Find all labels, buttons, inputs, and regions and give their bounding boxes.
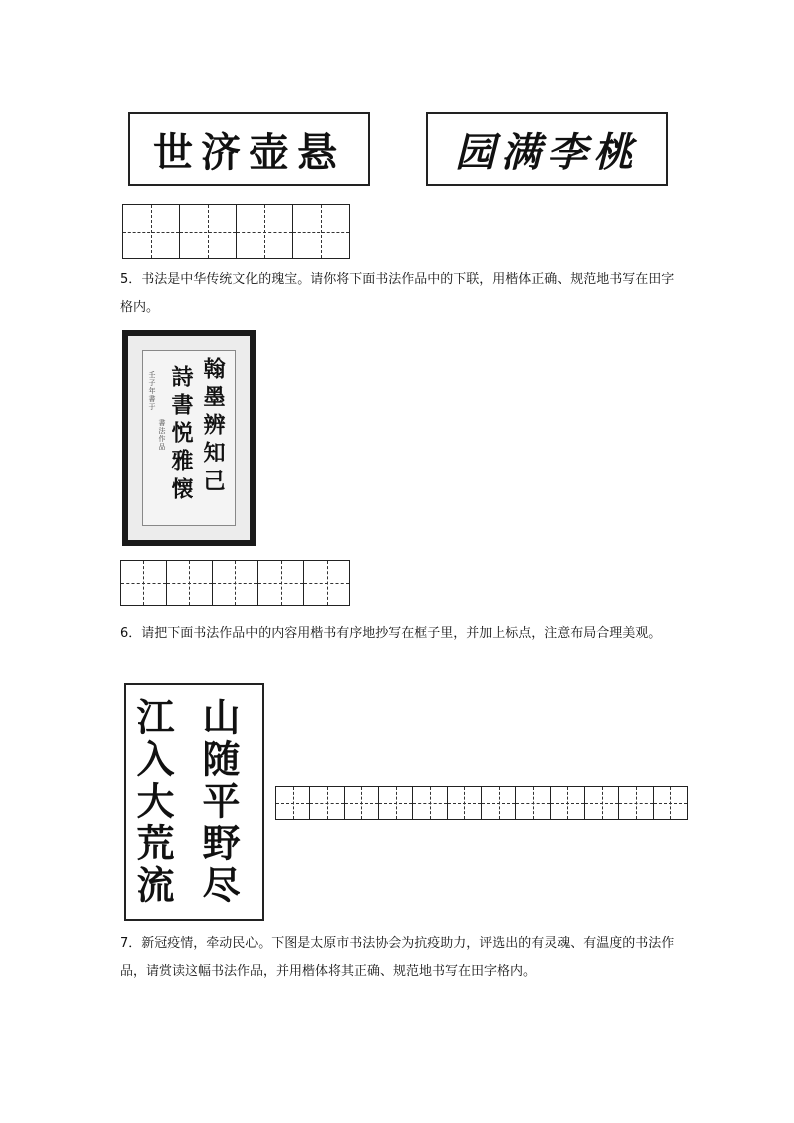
banner-right-text: 园满李桃	[455, 128, 639, 176]
calligraphy-scroll	[122, 330, 256, 546]
scroll-column-left: 詩書悦雅懐	[168, 365, 194, 505]
scroll-mount	[128, 336, 250, 540]
tianzige-cell[interactable]	[345, 787, 379, 819]
banner-left-text: 世济壶悬	[153, 128, 345, 176]
question-6: 6．请把下面书法作品中的内容用楷书有序地抄写在框子里，并加上标点，注意布局合理美观。	[120, 626, 662, 641]
tianzige-cell[interactable]	[123, 205, 180, 258]
tianzige-cell[interactable]	[654, 787, 687, 819]
tianzige-cell[interactable]	[482, 787, 516, 819]
tianzige-cell[interactable]	[585, 787, 619, 819]
tianzige-cell[interactable]	[379, 787, 413, 819]
tianzige-cell[interactable]	[304, 561, 349, 605]
tianzige-cell[interactable]	[258, 561, 304, 605]
tianzige-cell[interactable]	[237, 205, 294, 258]
tianzige-cell[interactable]	[413, 787, 447, 819]
tianzige-cell[interactable]	[516, 787, 550, 819]
tianzige-grid-3[interactable]	[275, 786, 688, 820]
scroll-inscription-right: 書法作品	[158, 419, 166, 451]
tianzige-cell[interactable]	[619, 787, 653, 819]
tianzige-cell[interactable]	[121, 561, 167, 605]
tianzige-cell[interactable]	[551, 787, 585, 819]
tianzige-cell[interactable]	[167, 561, 213, 605]
scroll-paper	[142, 350, 236, 526]
scroll-column-right: 翰墨辨知己	[200, 357, 226, 497]
scroll-inscription-left: 壬子年書于	[148, 371, 156, 411]
question-7: 7．新冠疫情，牵动民心。下图是太原市书法协会为抗疫助力，评选出的有灵魂、有温度的书法作品，请赏读这幅书法作品，并用楷体将其正确、规范地书写在田字格内。	[120, 936, 675, 979]
question-5: 5．书法是中华传统文化的瑰宝。请你将下面书法作品中的下联，用楷体正确、规范地书写在田字格内。	[120, 272, 675, 315]
poster-column-right: 山随平野尽	[196, 697, 241, 907]
tianzige-cell[interactable]	[276, 787, 310, 819]
calligraphy-poster	[124, 683, 264, 921]
tianzige-cell[interactable]	[180, 205, 237, 258]
tianzige-cell[interactable]	[293, 205, 349, 258]
tianzige-cell[interactable]	[310, 787, 344, 819]
calligraphy-banner-right	[426, 112, 668, 186]
tianzige-cell[interactable]	[213, 561, 259, 605]
tianzige-grid-2[interactable]	[120, 560, 350, 606]
tianzige-cell[interactable]	[448, 787, 482, 819]
poster-column-left: 江入大荒流	[130, 697, 175, 907]
calligraphy-banner-left	[128, 112, 370, 186]
tianzige-grid-1[interactable]	[122, 204, 350, 259]
